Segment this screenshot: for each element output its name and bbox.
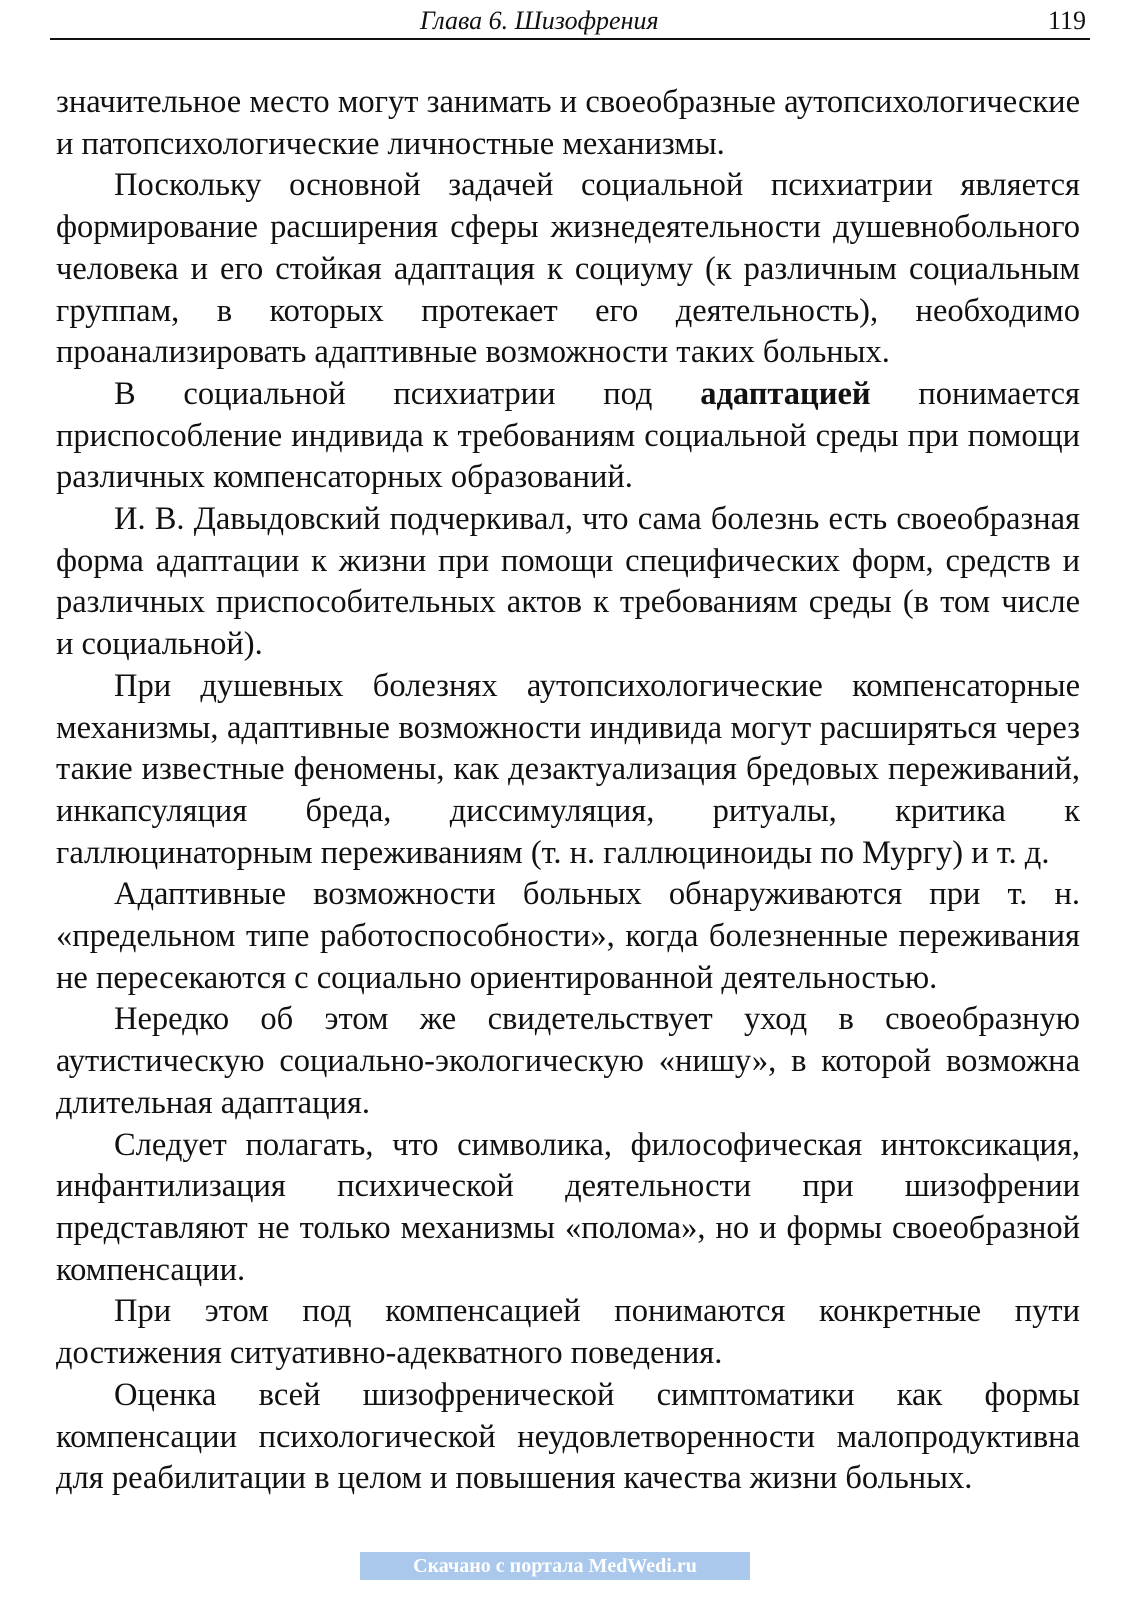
paragraph-7: Нередко об этом же свидетельствует уход в своеобразную аутистическую социально-экологическую «нишу», в которой возможна длительная адаптация. [56, 1001, 1080, 1121]
paragraph-6: Адаптивные возможности больных обнаруживаются при т. н. «предельном типе работоспособности», когда болезненные переживания не пересекаются с социально ориентированной деятельностью. [56, 876, 1080, 996]
paragraph-3-after: понимается приспособление индивида к требованиям социальной среды при помощи различных компенсаторных образований. [56, 375, 1080, 496]
term-adaptation: адаптацией [700, 375, 871, 412]
paragraph-2: Поскольку основной задачей социальной психиатрии является формирование расширения сферы жизнедеятельности душевнобольного человека и его стойкая адаптация к социуму (к различным социальным группам, в которых протекает его деятельность), необходимо проанализировать адаптивные возможности таких больных. [56, 167, 1080, 371]
body-text [56, 82, 1080, 1500]
paragraph-1: значительное место могут занимать и своеобразные аутопсихологические и патопсихологические личностные механизмы. [56, 84, 1080, 162]
page-number: 119 [1047, 6, 1086, 35]
paragraph-8: Следует полагать, что символика, философическая интоксикация, инфантилизация психической деятельности при шизофрении представляют не только механизмы «полома», но и формы своеобразной компенсации. [56, 1126, 1080, 1288]
chapter-title: Глава 6. Шизофрения [420, 6, 659, 35]
paragraph-3 [56, 374, 1080, 499]
paragraph-4: И. В. Давыдовский подчеркивал, что сама болезнь есть своеобразная форма адаптации к жизни при помощи специфических форм, средств и различных приспособительных актов к требованиям среды (в том числе и социальной). [56, 501, 1080, 663]
watermark-banner: Скачано с портала MedWedi.ru [360, 1552, 750, 1580]
paragraph-5: При душевных болезнях аутопсихологические компенсаторные механизмы, адаптивные возможности индивида могут расширяться через такие известные феномены, как дезактуализация бредовых переживаний, инкапсуляция бреда, диссимуляция, ритуалы, критика к галлюцинаторным переживаниям (т. н. галлюциноиды по Мургу) и т. д. [56, 667, 1080, 871]
paragraph-9: При этом под компенсацией понимаются конкретные пути достижения ситуативно-адекватного поведения. [56, 1293, 1080, 1372]
paragraph-10: Оценка всей шизофренической симптоматики как формы компенсации психологической неудовлетворенности малопродуктивна для реабилитации в целом и повышения качества жизни больных. [56, 1376, 1080, 1497]
running-header [50, 4, 1090, 40]
paragraph-3-before: В социальной психиатрии под [114, 375, 701, 412]
